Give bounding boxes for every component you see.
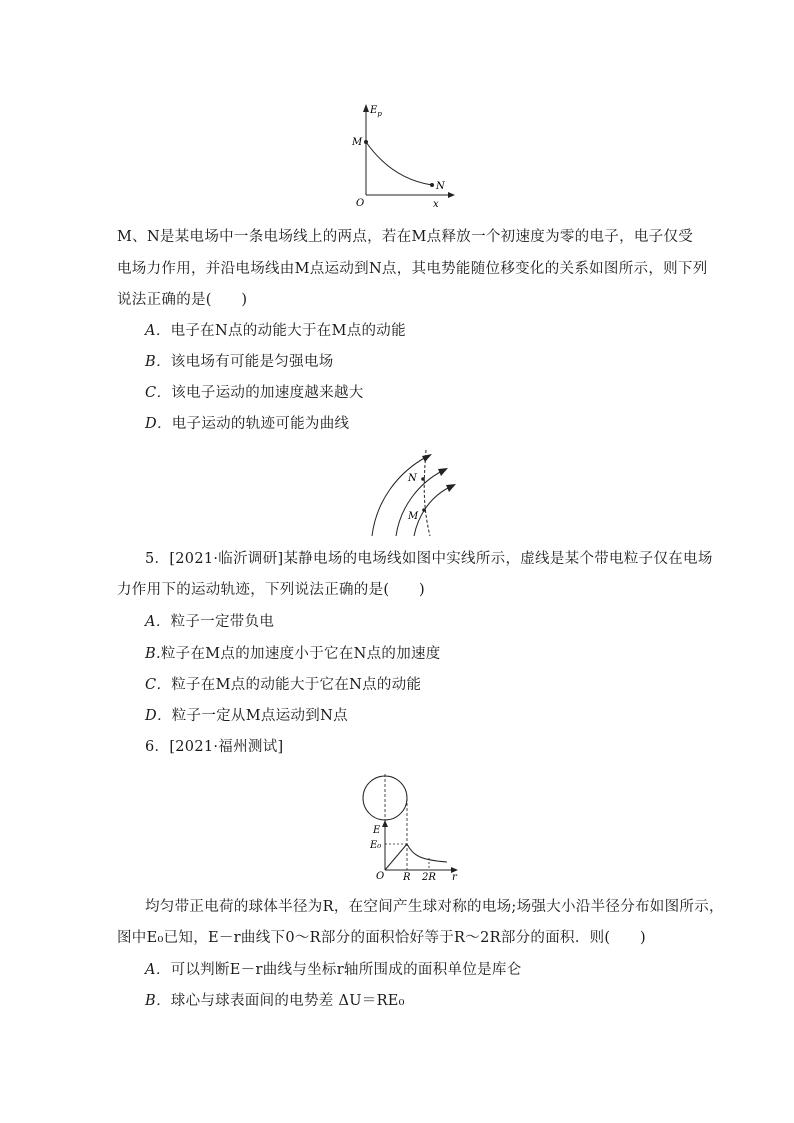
ep-x-graph [340,100,460,210]
point-n-label-fig2: N [408,473,417,484]
q4-stem-line-3: 说法正确的是( ) [117,292,248,308]
q4-option-d: D．电子运动的轨迹可能为曲线 [145,416,350,432]
q6-option-b: B．球心与球表面间的电势差 ΔU＝RE₀ [145,993,405,1009]
origin-label: O [356,198,365,209]
q5-option-d: D．粒子一定从M点运动到N点 [145,708,348,724]
q6-header: 6．[2021·福州测试] [145,739,284,755]
tick-2r-label: 2R [422,872,436,883]
q5-stem-line-2: 力作用下的运动轨迹，下列说法正确的是( ) [117,582,425,598]
ep-axis-label: $E_p$ [370,105,382,118]
point-m-label: M [352,137,363,148]
field-lines-diagram [366,448,456,538]
x-axis-label: x [433,199,439,210]
origin-label-fig3: O [376,871,385,882]
q4-stem-line-1: M、N是某电场中一条电场线上的两点，若在M点释放一个初速度为零的电子，电子仅受 [117,229,694,245]
e-axis-label: E [373,825,381,836]
q5-option-a: A．粒子一定带负电 [145,614,275,630]
e0-label: E₀ [370,840,382,851]
tick-r-label: R [403,872,411,883]
q6-stem-line-1: 均匀带正电荷的球体半径为R，在空间产生球对称的电场;场强大小沿半径分布如图所示， [145,899,724,915]
q4-option-c: C．该电子运动的加速度越来越大 [145,385,364,401]
q6-option-a: A．可以判断E－r曲线与坐标r轴所围成的面积单位是库仑 [145,962,522,978]
q5-option-b: B.粒子在M点的加速度小于它在N点的加速度 [145,646,441,662]
q5-stem-line-1: 5．[2021·临沂调研]某静电场的电场线如图中实线所示，虚线是某个带电粒子仅在电场 [145,551,713,567]
sphere-e-r-graph [355,770,465,883]
q4-option-a: A．电子在N点的动能大于在M点的动能 [145,323,406,339]
point-n-label: N [436,181,445,192]
q4-stem-line-2: 电场力作用，并沿电场线由M点运动到N点，其电势能随位移变化的关系如图所示，则下列 [117,261,708,277]
point-m-label-fig2: M [408,511,419,522]
q4-option-b: B．该电场有可能是匀强电场 [145,354,334,370]
r-axis-label: r [452,872,457,883]
q5-option-c: C．粒子在M点的动能大于它在N点的动能 [145,677,422,693]
q6-stem-line-2: 图中E₀已知，E－r曲线下0～R部分的面积恰好等于R～2R部分的面积．则( ) [117,930,646,946]
